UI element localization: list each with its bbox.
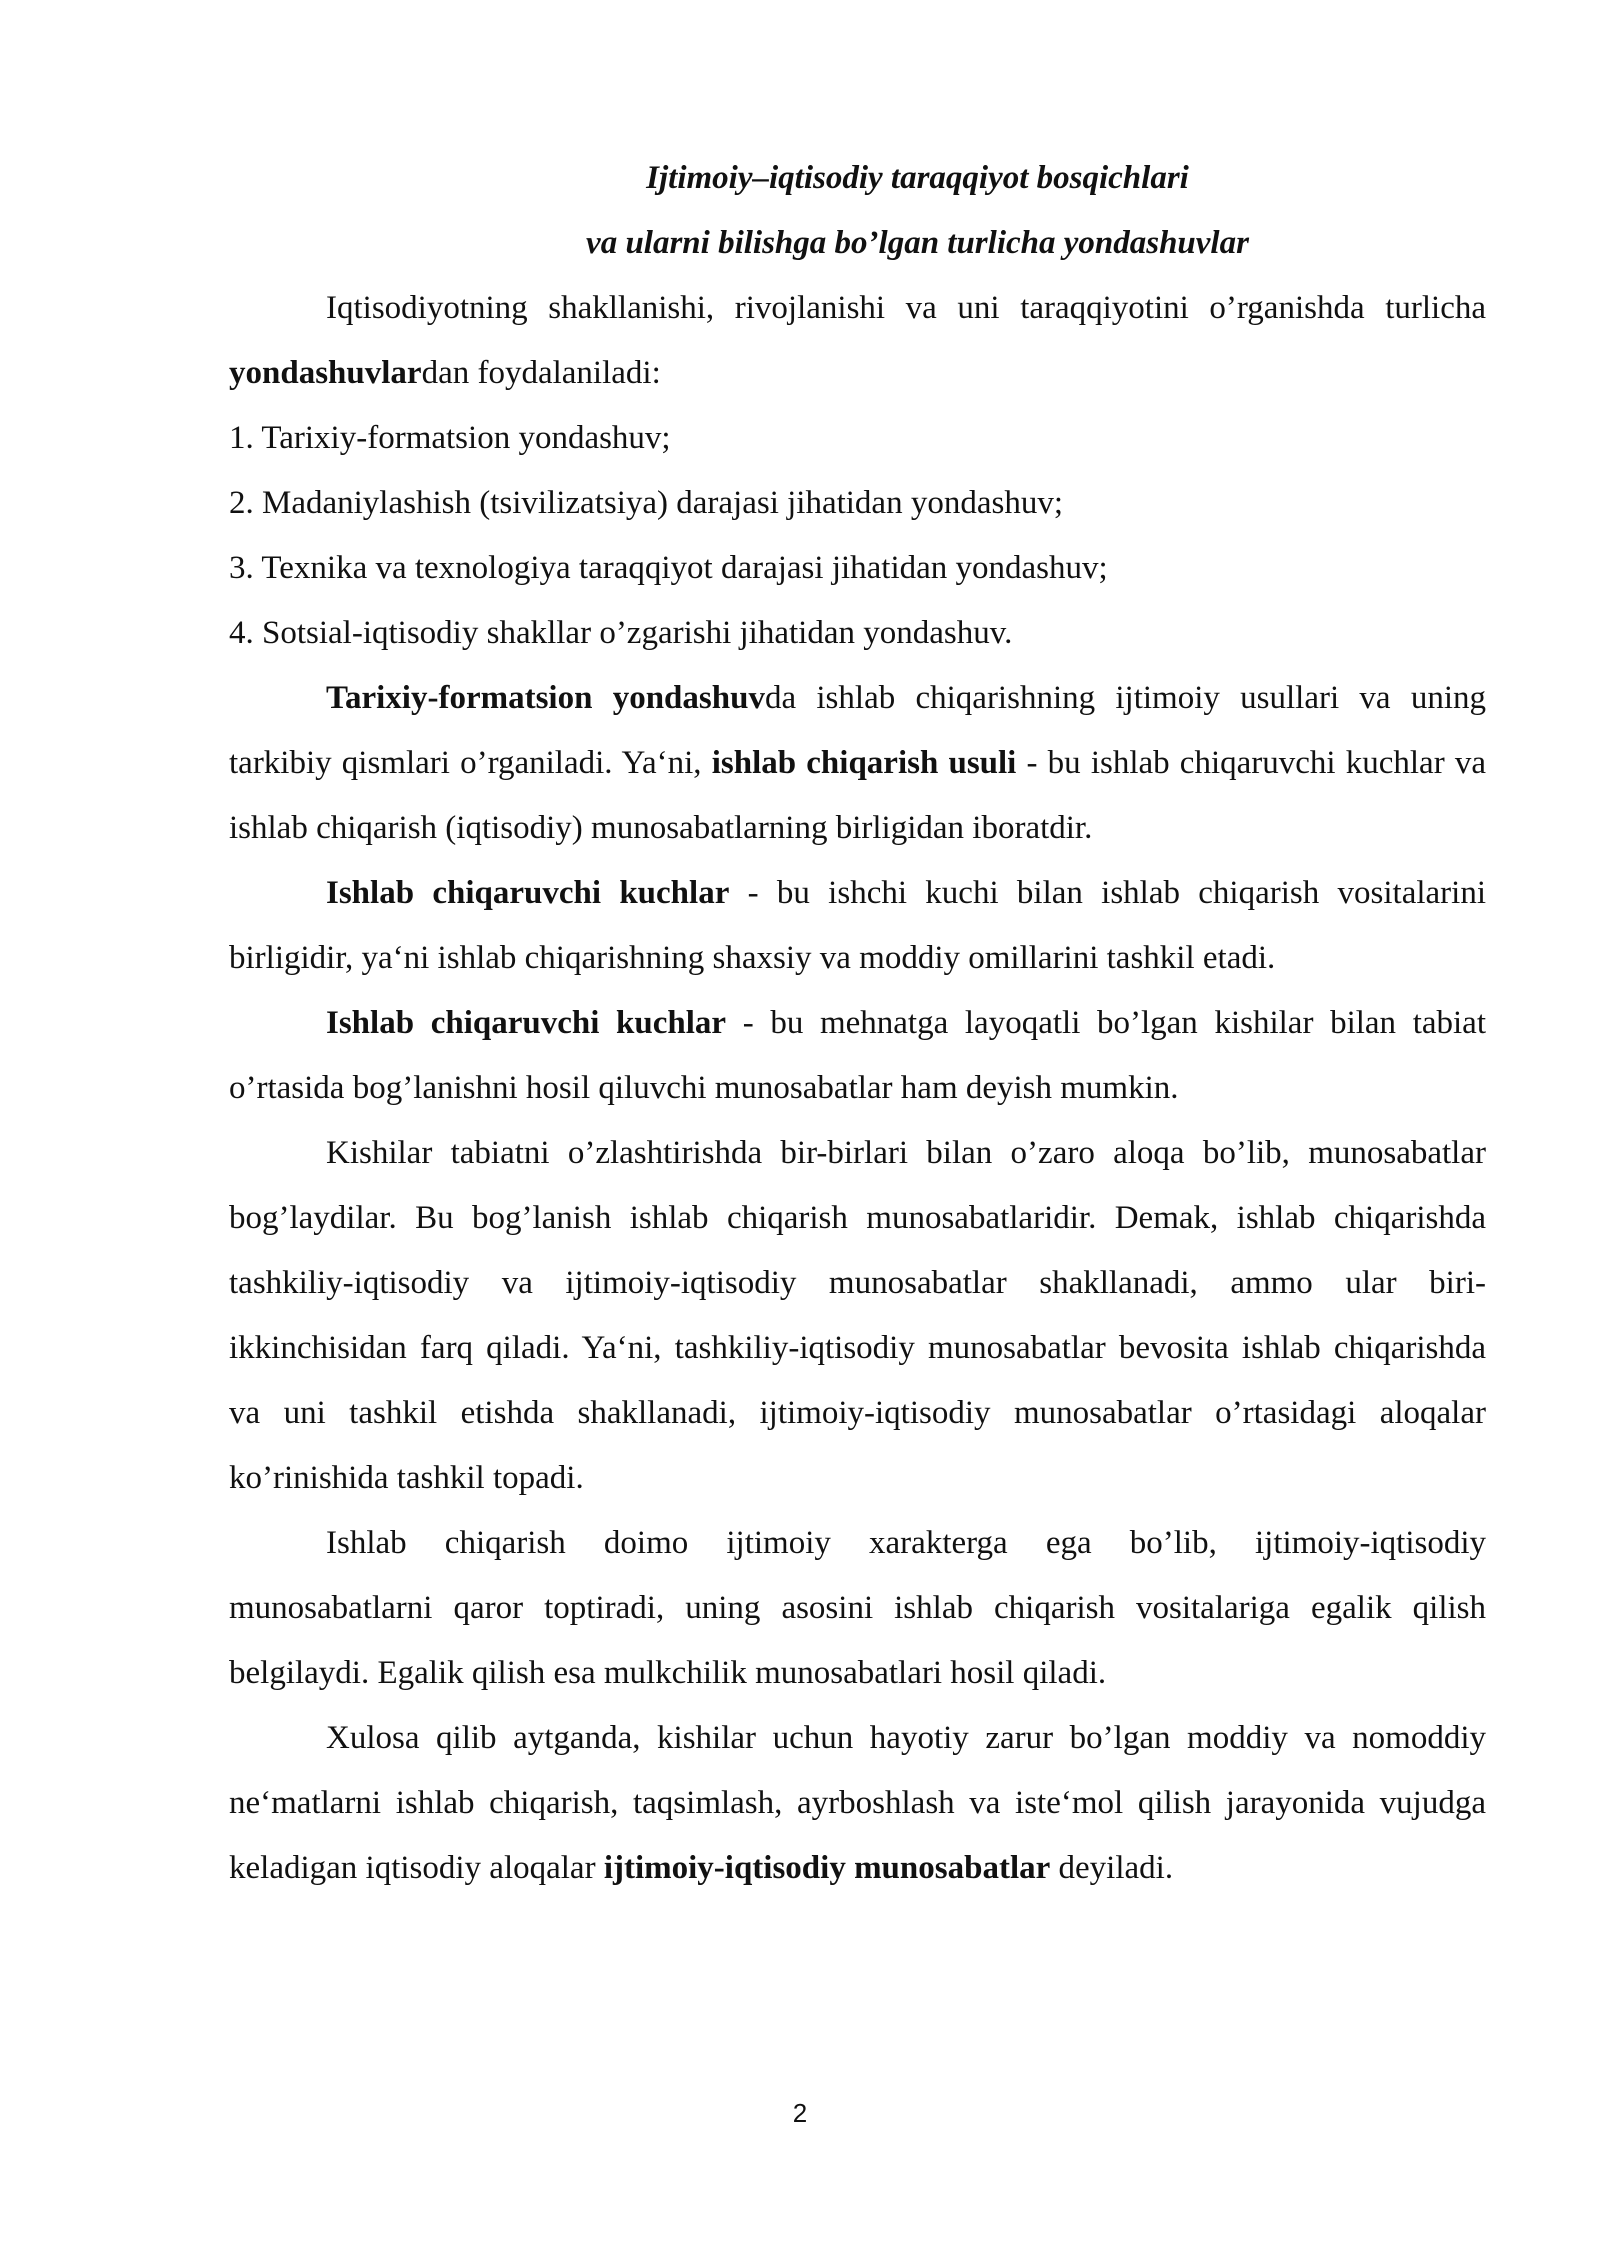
- bold-term-productive-forces: Ishlab chiqaruvchi kuchlar: [326, 1005, 727, 1041]
- title-line-2: va ularni bilishga bo’lgan turlicha yondashuvlar: [586, 225, 1249, 261]
- paragraph-text: - bu ishchi kuchi bilan ishlab chiqarish vositalarini birligidir, ya‘ni ishlab chiqarishning shaxsiy va moddiy omillarini tashkil etadi.: [229, 875, 1486, 976]
- intro-text-2: dan foydalaniladi:: [421, 355, 661, 391]
- paragraph-text: Xulosa qilib aytganda, kishilar uchun hayotiy zarur bo’lgan moddiy va nomoddiy ne‘matlarni ishlab chiqarish, taqsimlash, ayrboshlash va iste‘mol qilish jarayonida vujudga keladigan iqtisodiy aloqalar: [229, 1720, 1486, 1886]
- document-body: [229, 146, 1486, 1901]
- paragraph-productive-forces: [229, 861, 1486, 991]
- paragraph-formation-approach: [229, 666, 1486, 861]
- paragraph-text: - bu mehnatga layoqatli bo’lgan kishilar bilan tabiat o’rtasida bog’lanishni hosil qiluvchi munosabatlar ham deyish mumkin.: [229, 1005, 1486, 1106]
- list-item-2: 2. Madaniylashish (tsivilizatsiya) darajasi jihatidan yondashuv;: [229, 485, 1063, 521]
- list-item-1: 1. Tarixiy-formatsion yondashuv;: [229, 420, 671, 456]
- bold-term-formation-approach: Tarixiy-formatsion yondashuv: [326, 680, 765, 716]
- paragraph-text: da ishlab chiqarishning ijtimoiy usullari va uning tarkibiy qismlari o’rganiladi. Ya‘ni,: [229, 680, 1487, 781]
- paragraph-text: deyiladi.: [1050, 1850, 1174, 1886]
- paragraph-productive-forces-2: [229, 991, 1486, 1121]
- intro-bold-term: yondashuvlar: [229, 355, 422, 391]
- intro-paragraph: [229, 276, 1486, 406]
- paragraph-relations: Kishilar tabiatni o’zlashtirishda bir-birlari bilan o’zaro aloqa bo’lib, munosabatlar bog’laydilar. Bu bog’lanish ishlab chiqarish munosabatlaridir. Demak, ishlab chiqarishda tashkiliy-iqtisodiy va ijtimoiy-iqtisodiy munosabatlar shakllanadi, ammo ular biri-ikkinchisidan farq qiladi. Ya‘ni, tashkiliy-iqtisodiy munosabatlar bevosita ishlab chiqarishda va uni tashkil etishda shakllanadi, ijtimoiy-iqtisodiy munosabatlar o’rtasidagi aloqalar ko’rinishida tashkil topadi.: [229, 1135, 1486, 1496]
- page-number: 2: [792, 2098, 808, 2128]
- bold-term-socio-economic-relations: ijtimoiy-iqtisodiy munosabatlar: [603, 1850, 1051, 1886]
- paragraph-ownership: Ishlab chiqarish doimo ijtimoiy xarakterga ega bo’lib, ijtimoiy-iqtisodiy munosabatlarni qaror toptiradi, uning asosini ishlab chiqarish vositalariga egalik qilish belgilaydi. Egalik qilish esa mulkchilik munosabatlari hosil qiladi.: [229, 1525, 1486, 1691]
- intro-text-1: Iqtisodiyotning shakllanishi, rivojlanishi va uni taraqqiyotini o’rganishda turlicha: [326, 290, 1486, 326]
- paragraph-text: - bu ishlab chiqaruvchi kuchlar va ishlab chiqarish (iqtisodiy) munosabatlarning birligidan iboratdir.: [229, 745, 1486, 846]
- bold-term-productive-forces: Ishlab chiqaruvchi kuchlar: [326, 875, 730, 911]
- paragraph-conclusion: [229, 1706, 1486, 1901]
- list-item-4: 4. Sotsial-iqtisodiy shakllar o’zgarishi jihatidan yondashuv.: [229, 615, 1013, 651]
- list-item-3: 3. Texnika va texnologiya taraqqiyot darajasi jihatidan yondashuv;: [229, 550, 1108, 586]
- bold-term-production-method: ishlab chiqarish usuli: [711, 745, 1017, 781]
- title-line-1: Ijtimoiy–iqtisodiy taraqqiyot bosqichlari: [646, 160, 1189, 196]
